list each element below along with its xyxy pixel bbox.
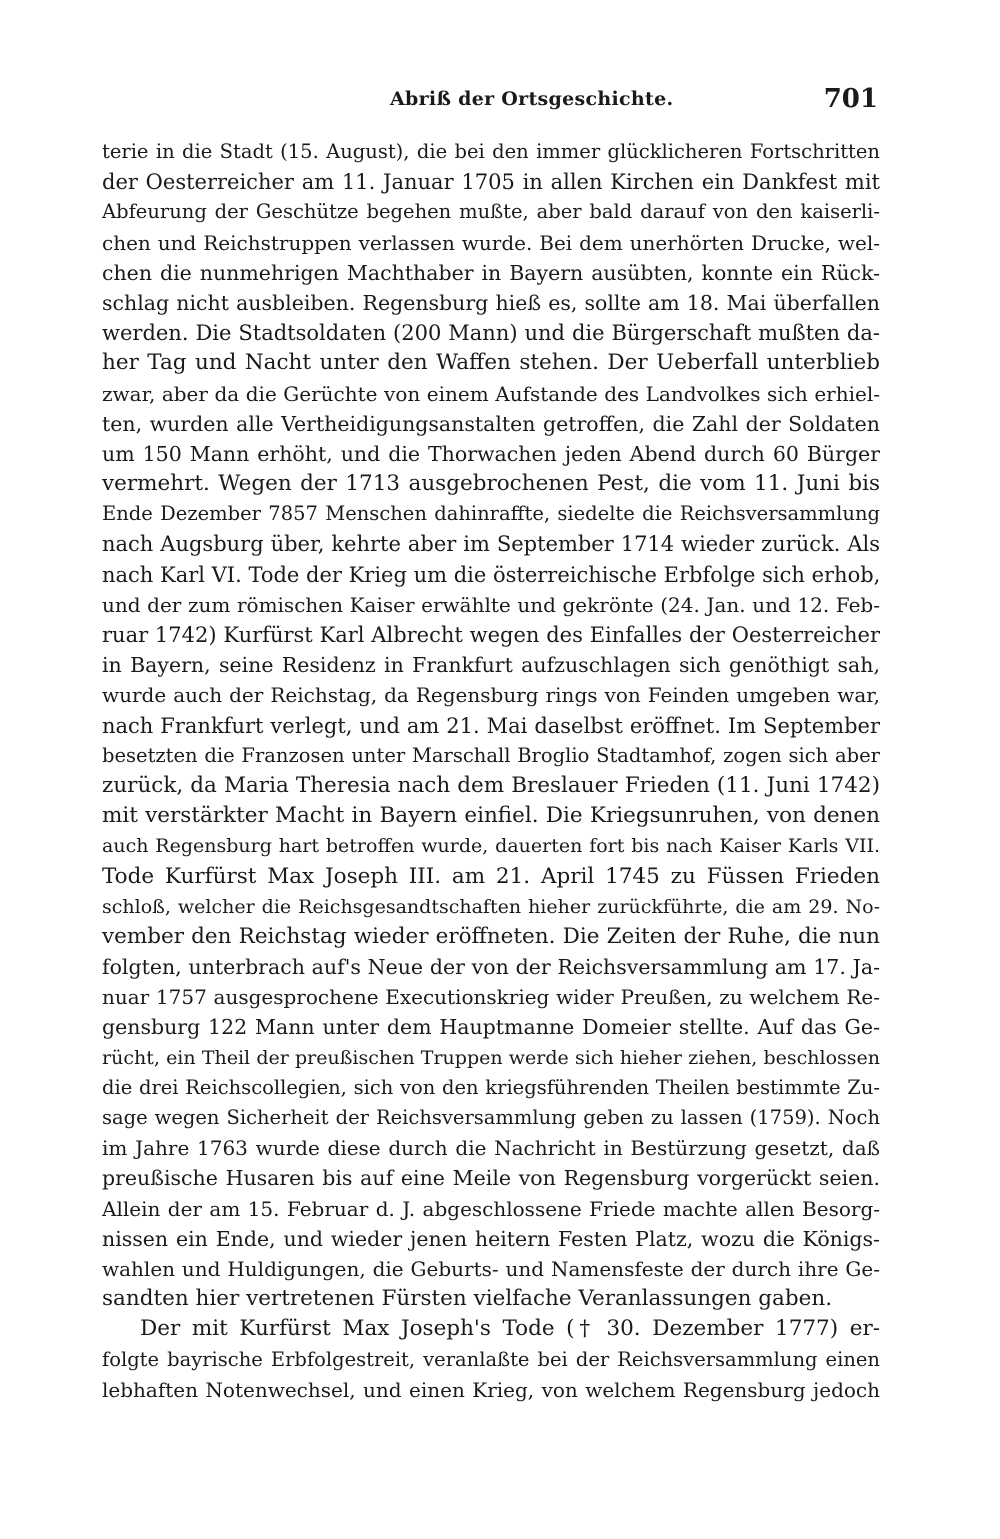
text-line: ruar 1742) Kurfürst Karl Albrecht wegen des Einfalles der Oesterreicher xyxy=(102,623,880,647)
text-line: folgten, unterbrach auf's Neue der von der Reichsversammlung am 17. Ja- xyxy=(102,955,880,980)
text-line: chen und Reichstruppen verlassen wurde. Bei dem unerhörten Drucke, wel- xyxy=(102,230,880,255)
text-line: schlag nicht ausbleiben. Regensburg hieß es, sollte am 18. Mai überfallen xyxy=(102,290,880,315)
text-line: ten, wurden alle Vertheidigungsanstalten getroffen, die Zahl der Soldaten xyxy=(102,411,880,436)
text-line: Tode Kurfürst Max Joseph III. am 21. April 1745 zu Füssen Frieden xyxy=(102,863,880,889)
text-line: zwar, aber da die Gerüchte von einem Aufstande des Landvolkes sich erhiel- xyxy=(102,381,880,406)
text-line: mit verstärkter Macht in Bayern einfiel. Die Kriegsunruhen, von denen xyxy=(102,803,880,829)
text-line: Allein der am 15. Februar d. J. abgeschlossene Friede machte allen Besorg- xyxy=(102,1196,880,1221)
paragraph-end-line: sandten hier vertretenen Fürsten vielfache Veranlassungen gaben. xyxy=(102,1286,833,1312)
text-line: her Tag und Nacht unter den Waffen stehen. Der Ueberfall unterblieb xyxy=(102,350,880,376)
text-line: vember den Reichstag wieder eröffneten. Die Zeiten der Ruhe, die nun xyxy=(102,923,880,949)
text-line: rücht, ein Theil der preußischen Truppen werde sich hieher ziehen, beschlossen xyxy=(102,1046,880,1069)
running-head: Abriß der Ortsgeschichte. xyxy=(390,88,674,110)
text-line: um 150 Mann erhöht, und die Thorwachen jeden Abend durch 60 Bürger xyxy=(102,441,880,466)
text-line: wurde auch der Reichstag, da Regensburg rings von Feinden umgeben war, xyxy=(102,683,880,708)
text-line: lebhaften Notenwechsel, und einen Krieg, von welchem Regensburg jedoch xyxy=(102,1377,880,1402)
text-line: wahlen und Huldigungen, die Geburts- und Namensfeste der durch ihre Ge- xyxy=(102,1256,880,1281)
text-line: Ende Dezember 7857 Menschen dahinraffte, siedelte die Reichsversammlung xyxy=(102,502,880,526)
text-line: chen die nunmehrigen Machthaber in Bayern ausübten, konnte ein Rück- xyxy=(102,260,880,285)
text-line: vermehrt. Wegen der 1713 ausgebrochenen Pest, die vom 11. Juni bis xyxy=(102,471,880,497)
text-line: in Bayern, seine Residenz in Frankfurt aufzuschlagen sich genöthigt sah, xyxy=(102,653,880,678)
text-line: preußische Husaren bis auf eine Meile von Regensburg vorgerückt seien. xyxy=(102,1166,880,1191)
text-line: im Jahre 1763 wurde diese durch die Nachricht in Bestürzung gesetzt, daß xyxy=(102,1136,880,1161)
text-line: und der zum römischen Kaiser erwählte und gekrönte (24. Jan. und 12. Feb- xyxy=(102,592,880,617)
text-line: die drei Reichscollegien, sich von den kriegsführenden Theilen bestimmte Zu- xyxy=(102,1075,880,1099)
text-line: auch Regensburg hart betroffen wurde, dauerten fort bis nach Kaiser Karls VII. xyxy=(102,835,880,858)
page-number: 701 xyxy=(823,84,878,114)
text-line: zurück, da Maria Theresia nach dem Breslauer Frieden (11. Juni 1742) xyxy=(102,772,880,798)
text-line: nach Karl VI. Tode der Krieg um die österreichische Erbfolge sich erhob, xyxy=(102,562,880,587)
text-line: sage wegen Sicherheit der Reichsversammlung geben zu lassen (1759). Noch xyxy=(102,1106,880,1129)
paragraph-start-line: Der mit Kurfürst Max Joseph's Tode († 30. Dezember 1777) er- xyxy=(140,1316,880,1342)
text-line: werden. Die Stadtsoldaten (200 Mann) und die Bürgerschaft mußten da- xyxy=(102,321,880,346)
text-line: nuar 1757 ausgesprochene Executionskrieg wider Preußen, zu welchem Re- xyxy=(102,985,880,1010)
text-line: schloß, welcher die Reichsgesandtschaften hieher zurückführte, die am 29. No- xyxy=(102,895,880,918)
body-text xyxy=(102,137,880,1405)
text-line: der Oesterreicher am 11. Januar 1705 in allen Kirchen ein Dankfest mit xyxy=(102,170,880,195)
text-line: gensburg 122 Mann unter dem Hauptmanne Domeier stellte. Auf das Ge- xyxy=(102,1015,880,1040)
text-line: nach Frankfurt verlegt, und am 21. Mai daselbst eröffnet. Im September xyxy=(102,713,880,738)
text-line: folgte bayrische Erbfolgestreit, veranlaßte bei der Reichsversammlung einen xyxy=(102,1347,880,1371)
text-line: nach Augsburg über, kehrte aber im September 1714 wieder zurück. Als xyxy=(102,532,880,557)
text-line: Abfeurung der Geschütze begehen mußte, aber bald darauf von den kaiserli- xyxy=(102,200,880,224)
text-line: besetzten die Franzosen unter Marschall Broglio Stadtamhof, zogen sich aber xyxy=(102,743,880,767)
text-line: terie in die Stadt (15. August), die bei den immer glücklicheren Fortschritten xyxy=(102,140,880,163)
text-line: nissen ein Ende, und wieder jenen heitern Festen Platz, wozu die Königs- xyxy=(102,1226,880,1251)
